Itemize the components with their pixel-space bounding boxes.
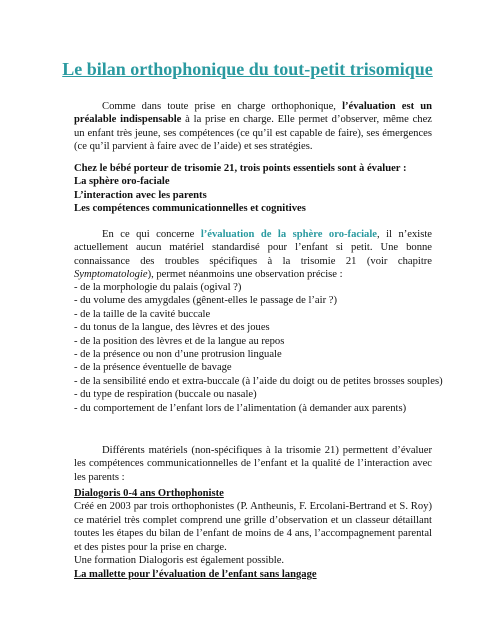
oro-text-a: En ce qui concerne [102, 229, 201, 240]
list-item: - du volume des amygdales (gênent-elles le passage de l’air ?) [74, 295, 337, 307]
page-title: Le bilan orthophonique du tout-petit trisomique [62, 59, 433, 79]
oro-text-e: ), permet néanmoins une observation précise : [147, 269, 343, 281]
list-item: - de la morphologie du palais (ogival ?) [74, 282, 242, 293]
list-item: - de la présence ou non d’une protrusion linguale [74, 349, 282, 361]
list-item: - du type de respiration (buccale ou nasale) [74, 389, 257, 401]
oro-facial-paragraph [74, 228, 432, 282]
list-item: - de la position des lèvres et de la langue au repos [74, 335, 285, 347]
dialogoris-text: Créé en 2003 par trois orthophonistes (P. Antheunis, F. Ercolani-Bertrand et S. Roy) ce matériel très complet comprend une grille d’observation et un classeur détaillant toutes les étapes du bilan de l’enfant de moins de 4 ans, l’accompagnement parental et des pistes pour la prise en charge. [74, 501, 432, 553]
observation-list [74, 281, 443, 415]
intro-text-c: à la prise en charge. Elle permet d’observer, même chez un enfant très jeune, ses compétences (ce qu’il est capable de faire), ses émergences (ce qu’il parvient à faire avec de l’aide) et ses stratégies. [74, 114, 433, 153]
intro-emphasis: l’évaluation est un préalable indispensable [74, 101, 432, 126]
intro-paragraph [74, 100, 432, 154]
list-item: - de la sensibilité endo et extra-buccale (à l’aide du doigt ou de petites brosses souples) [74, 375, 443, 387]
mallette-section [74, 568, 432, 581]
list-item: - du comportement de l’enfant lors de l’alimentation (à demander aux parents) [74, 402, 407, 414]
list-item: - de la taille de la cavité buccale [74, 308, 211, 320]
key-point-3: Les compétences communicationnelles et cognitives [74, 203, 306, 215]
symptomatologie-reference: Symptomatologie [74, 269, 148, 281]
materials-text: Différents matériels (non-spécifiques à la trisomie 21) permettent d’évaluer les compétences communicationnelles de l’enfant et la qualité de l’interaction avec les parents : [74, 445, 432, 483]
list-item: - de la présence éventuelle de bavage [74, 362, 232, 374]
oro-text-c: , il n’existe actuellement aucun matériel standardisé pour l’enfant si petit. Une bonne connaissance des troubles spécifiques à la trisomie 21 (voir chapitre [74, 229, 432, 267]
key-points-heading: Chez le bébé porteur de trisomie 21, trois points essentiels sont à évaluer : [74, 163, 407, 174]
intro-text-a: Comme dans toute prise en charge orthophonique, [102, 101, 343, 112]
oro-facial-highlight: l’évaluation de la sphère oro-faciale [200, 229, 377, 240]
dialogoris-section [74, 487, 432, 567]
key-points [74, 162, 432, 216]
list-item: - du tonus de la langue, des lèvres et des joues [74, 322, 270, 334]
dialogoris-heading: Dialogoris 0-4 ans Orthophoniste [74, 488, 224, 499]
dialogoris-note: Une formation Dialogoris est également possible. [74, 555, 285, 567]
key-point-2: L’interaction avec les parents [74, 189, 207, 201]
materials-paragraph [74, 444, 432, 484]
mallette-heading: La mallette pour l’évaluation de l’enfant sans langage [74, 569, 317, 580]
key-point-1: La sphère oro-faciale [74, 176, 170, 188]
